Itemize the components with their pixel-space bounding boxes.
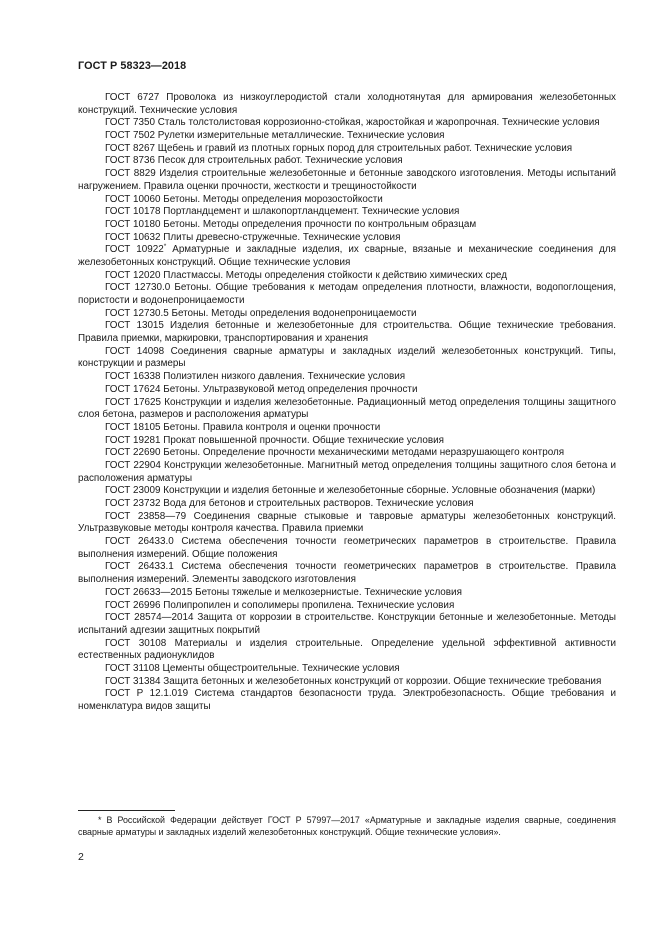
reference-title: Арматурные и закладные изделия, их сварные, вязаные и механические соединения для железобетонных конструкций. Общие технические условия bbox=[78, 244, 616, 268]
document-header: ГОСТ Р 58323—2018 bbox=[78, 60, 187, 72]
reference-item: ГОСТ 14098 Соединения сварные арматуры и закладных изделий железобетонных конструкций. Типы, конструкции и размеры bbox=[78, 345, 616, 370]
reference-item: ГОСТ 22690 Бетоны. Определение прочности механическими методами неразрушающего контроля bbox=[105, 447, 565, 459]
reference-item: ГОСТ 26996 Полипропилен и сополимеры пропилена. Технические условия bbox=[105, 599, 455, 611]
reference-item: ГОСТ 26433.1 Система обеспечения точности геометрических параметров в строительстве. Правила выполнения измерений. Элементы заводского изготовления bbox=[78, 561, 616, 586]
reference-item: ГОСТ 19281 Прокат повышенной прочности. Общие технические условия bbox=[105, 434, 445, 446]
reference-item: ГОСТ 13015 Изделия бетонные и железобетонные для строительства. Общие технические требования. Правила приемки, маркировки, транспортирования и хранения bbox=[78, 320, 616, 345]
reference-item: ГОСТ 10060 Бетоны. Методы определения морозостойкости bbox=[105, 193, 383, 205]
normative-references-list bbox=[78, 92, 616, 714]
reference-item: ГОСТ 17625 Конструкции и изделия железобетонные. Радиационный метод определения толщины защитного слоя бетона, размеров и расположения арматуры bbox=[78, 396, 616, 421]
reference-item: ГОСТ 26633—2015 Бетоны тяжелые и мелкозернистые. Технические условия bbox=[105, 586, 462, 598]
footnote-text-block bbox=[78, 815, 616, 838]
reference-item: ГОСТ 23009 Конструкции и изделия бетонные и железобетонные сборные. Условные обозначения (марки) bbox=[105, 485, 596, 497]
footnote bbox=[78, 815, 616, 838]
reference-code: ГОСТ 10922 bbox=[105, 244, 164, 256]
reference-item: ГОСТ 6727 Проволока из низкоуглеродистой стали холоднотянутая для армирования железобетонных конструкций. Технические условия bbox=[78, 92, 616, 116]
reference-item: ГОСТ 26433.0 Система обеспечения точности геометрических параметров в строительстве. Правила выполнения измерений. Общие положения bbox=[78, 536, 616, 560]
reference-item: ГОСТ 17624 Бетоны. Ультразвуковой метод определения прочности bbox=[105, 383, 418, 395]
reference-item-with-footnote bbox=[78, 244, 616, 269]
reference-item: ГОСТ 8267 Щебень и гравий из плотных горных пород для строительных работ. Технические условия bbox=[105, 142, 573, 154]
reference-item: ГОСТ Р 12.1.019 Система стандартов безопасности труда. Электробезопасность. Общие требования и номенклатура видов защиты bbox=[78, 688, 616, 712]
reference-item: ГОСТ 8736 Песок для строительных работ. Технические условия bbox=[105, 155, 403, 167]
reference-item: ГОСТ 16338 Полиэтилен низкого давления. Технические условия bbox=[105, 371, 406, 383]
reference-item: ГОСТ 18105 Бетоны. Правила контроля и оценки прочности bbox=[105, 421, 381, 433]
footnote-separator bbox=[78, 810, 175, 811]
reference-item: ГОСТ 23858—79 Соединения сварные стыковые и тавровые арматуры железобетонных конструкций. Ультразвуковые методы контроля качества. Правила приемки bbox=[78, 510, 616, 535]
reference-item: ГОСТ 28574—2014 Защита от коррозии в строительстве. Конструкции бетонные и железобетонные. Методы испытаний адгезии защитных покрытий bbox=[78, 612, 616, 636]
footnote-text: В Российской Федерации действует ГОСТ Р 57997—2017 «Арматурные и закладные изделия сварные, соединения сварные арматуры и закладных изделий железобетонных конструкций. Общие технические условия». bbox=[78, 815, 616, 837]
reference-item: ГОСТ 31384 Защита бетонных и железобетонных конструкций от коррозии. Общие технические требования bbox=[105, 675, 602, 687]
reference-item: ГОСТ 23732 Вода для бетонов и строительных растворов. Технические условия bbox=[105, 498, 474, 509]
reference-item: ГОСТ 10180 Бетоны. Методы определения прочности по контрольным образцам bbox=[105, 218, 477, 230]
reference-item: ГОСТ 7350 Сталь толстолистовая коррозионно-стойкая, жаростойкая и жаропрочная. Технические условия bbox=[105, 117, 600, 129]
reference-item: ГОСТ 12020 Пластмассы. Методы определения стойкости к действию химических сред bbox=[105, 269, 507, 281]
footnote-marker: * bbox=[98, 815, 102, 825]
reference-item: ГОСТ 30108 Материалы и изделия строительные. Определение удельной эффективной активности естественных радионуклидов bbox=[78, 637, 616, 662]
reference-item: ГОСТ 31108 Цементы общестроительные. Технические условия bbox=[105, 662, 400, 674]
reference-item: ГОСТ 12730.0 Бетоны. Общие требования к методам определения плотности, влажности, водопоглощения, пористости и водонепроницаемости bbox=[78, 282, 616, 306]
reference-item: ГОСТ 10632 Плиты древесно-стружечные. Технические условия bbox=[105, 231, 401, 243]
reference-item: ГОСТ 8829 Изделия строительные железобетонные и бетонные заводского изготовления. Методы испытаний нагружением. Правила оценки прочности, жесткости и трещиностойкости bbox=[78, 168, 616, 192]
reference-item: ГОСТ 12730.5 Бетоны. Методы определения водонепроницаемости bbox=[105, 307, 417, 319]
page-number: 2 bbox=[78, 851, 84, 863]
reference-item: ГОСТ 7502 Рулетки измерительные металлические. Технические условия bbox=[105, 130, 445, 142]
reference-item: ГОСТ 22904 Конструкции железобетонные. Магнитный метод определения толщины защитного слоя бетона и расположения арматуры bbox=[78, 459, 616, 484]
footnote-reference-mark[interactable]: * bbox=[163, 243, 167, 251]
reference-item: ГОСТ 10178 Портландцемент и шлакопортландцемент. Технические условия bbox=[105, 206, 460, 218]
